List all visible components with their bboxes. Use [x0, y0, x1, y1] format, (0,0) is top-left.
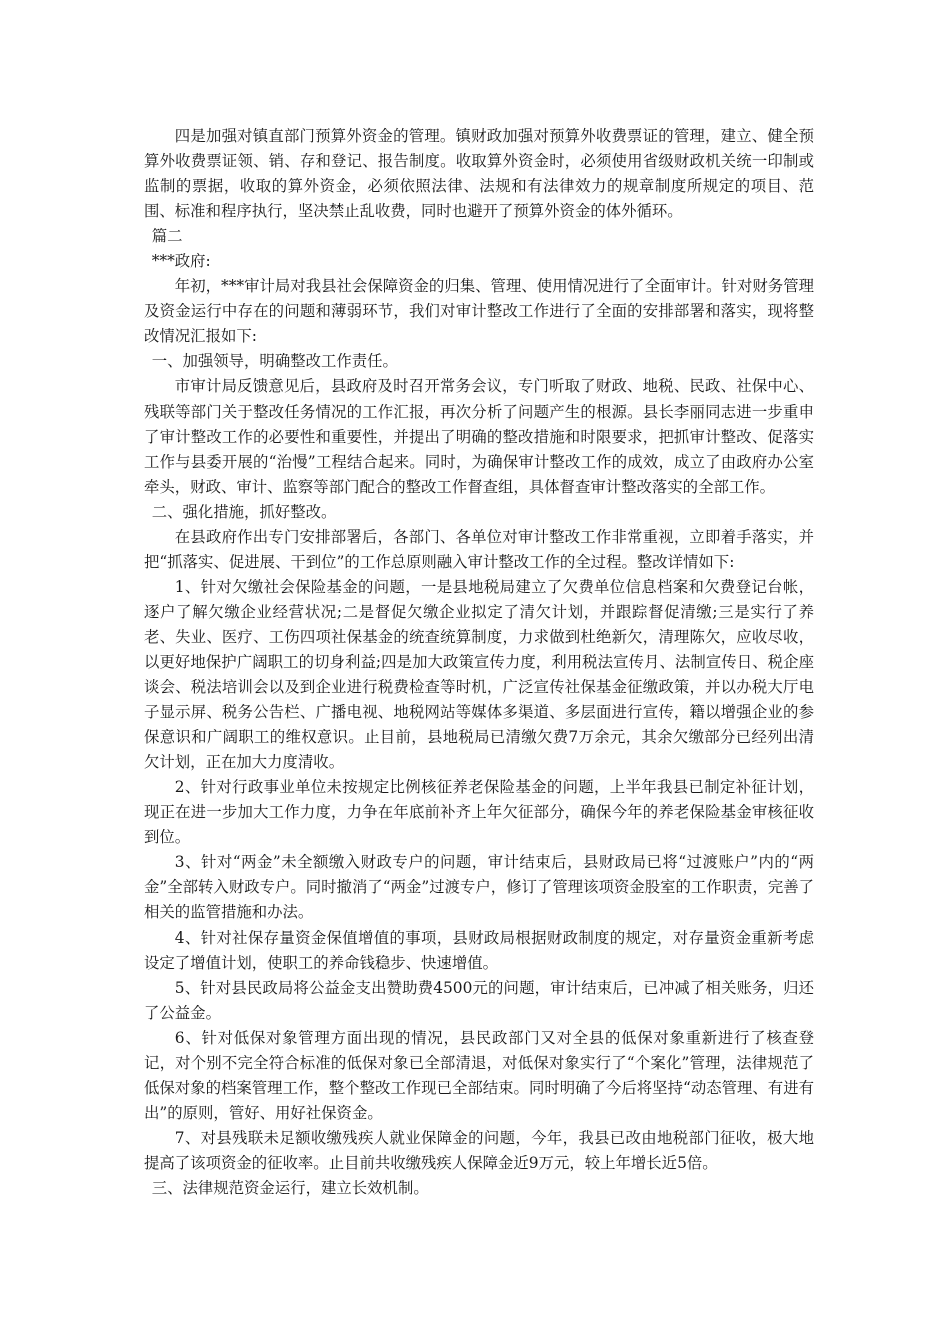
list-item-4: 4、针对社保存量资金保值增值的事项，县财政局根据财政制度的规定，对存量资金重新考虑设定了增值计划，使职工的养命钱稳步、快速增值。: [144, 928, 814, 972]
list-item-2: 2、针对行政事业单位未按规定比例核征养老保险基金的问题，上半年我县已制定补征计划，现正在进一步加大工作力度，力争在年底前补齐上年欠征部分，确保今年的养老保险基金审核征收到位。: [144, 778, 814, 847]
list-item-5: 5、针对县民政局将公益金支出赞助费4500元的问题，审计结束后，已冲减了相关账务，归还了公益金。: [144, 978, 814, 1022]
list-item-1: 1、针对欠缴社会保险基金的问题，一是县地税局建立了欠费单位信息档案和欠费登记台帐，逐户了解欠缴企业经营状况;二是督促欠缴企业拟定了清欠计划，并跟踪督促清缴;三是实行了养老、失业、医疗、工伤四项社保基金的统查统算制度，力求做到杜绝新欠，清理陈欠，应收尽收，以更好地保护广阔职工的切身利益;四是加大政策宣传力度，利用税法宣传月、法制宣传日、税企座谈会、税法培训会以及到企业进行税费检查等时机，广泛宣传社保基金征缴政策，并以办税大厅电子显示屏、税务公告栏、广播电视、地税网站等媒体多渠道、多层面进行宣传，籍以增强企业的参保意识和广阔职工的维权意识。止目前，县地税局已清缴欠费7万余元，其余欠缴部分已经列出清欠计划，正在加大力度清收。: [144, 577, 814, 772]
paragraph-measures: 在县政府作出专门安排部署后，各部门、各单位对审计整改工作非常重视，立即着手落实，并把“抓落实、促进展、干到位”的工作总原则融入审计整改工作的全过程。整改详情如下:: [144, 527, 814, 571]
document-body: [144, 124, 814, 1201]
list-item-3: 3、针对“两金”未全额缴入财政专户的问题，审计结束后，县财政局已将“过渡账户”内的“两金”全部转入财政专户。同时撤消了“两金”过渡专户，修订了管理该项资金股室的工作职责，完善了相关的监管措施和办法。: [144, 853, 815, 922]
paragraph-budget-management: 四是加强对镇直部门预算外资金的管理。镇财政加强对预算外收费票证的管理，建立、健全预算外收费票证领、销、存和登记、报告制度。收取算外资金时，必须使用省级财政机关统一印制或监制的票据，收取的算外资金，必须依照法律、法规和有法律效力的规章制度所规定的项目、范围、标准和程序执行，坚决禁止乱收费，同时也避开了预算外资金的体外循环。: [144, 127, 814, 221]
salutation: ***政府:: [151, 252, 211, 271]
section-heading-part-two: 篇二: [151, 227, 183, 246]
heading-three: 三、法律规范资金运行，建立长效机制。: [151, 1178, 429, 1197]
list-item-6: 6、针对低保对象管理方面出现的情况，县民政部门又对全县的低保对象重新进行了核查登记，对个别不完全符合标准的低保对象已全部清退，对低保对象实行了“个案化”管理，法律规范了低保对象的档案管理工作，整个整改工作现已全部结束。同时明确了今后将坚持“动态管理、有进有出”的原则，管好、用好社保资金。: [144, 1028, 814, 1122]
heading-one: 一、加强领导，明确整改工作责任。: [151, 352, 398, 371]
list-item-7: 7、对县残联未足额收缴残疾人就业保障金的问题，今年，我县已改由地税部门征收，极大地提高了该项资金的征收率。止目前共收缴残疾人保障金近9万元，较上年增长近5倍。: [144, 1128, 814, 1172]
paragraph-intro: 年初，***审计局对我县社会保障资金的归集、管理、使用情况进行了全面审计。针对财务管理及资金运行中存在的问题和薄弱环节，我们对审计整改工作进行了全面的安排部署和落实，现将整改情况汇报如下:: [144, 277, 814, 346]
heading-two: 二、强化措施，抓好整改。: [151, 502, 337, 521]
paragraph-leadership: 市审计局反馈意见后，县政府及时召开常务会议，专门听取了财政、地税、民政、社保中心、残联等部门关于整改任务情况的工作汇报，再次分析了问题产生的根源。县长李丽同志进一步重申了审计整改工作的必要性和重要性，并提出了明确的整改措施和时限要求，把抓审计整改、促落实工作与县委开展的“治慢”工程结合起来。同时，为确保审计整改工作的成效，成立了由政府办公室牵头，财政、审计、监察等部门配合的整改工作督查组，具体督查审计整改落实的全部工作。: [144, 377, 814, 496]
